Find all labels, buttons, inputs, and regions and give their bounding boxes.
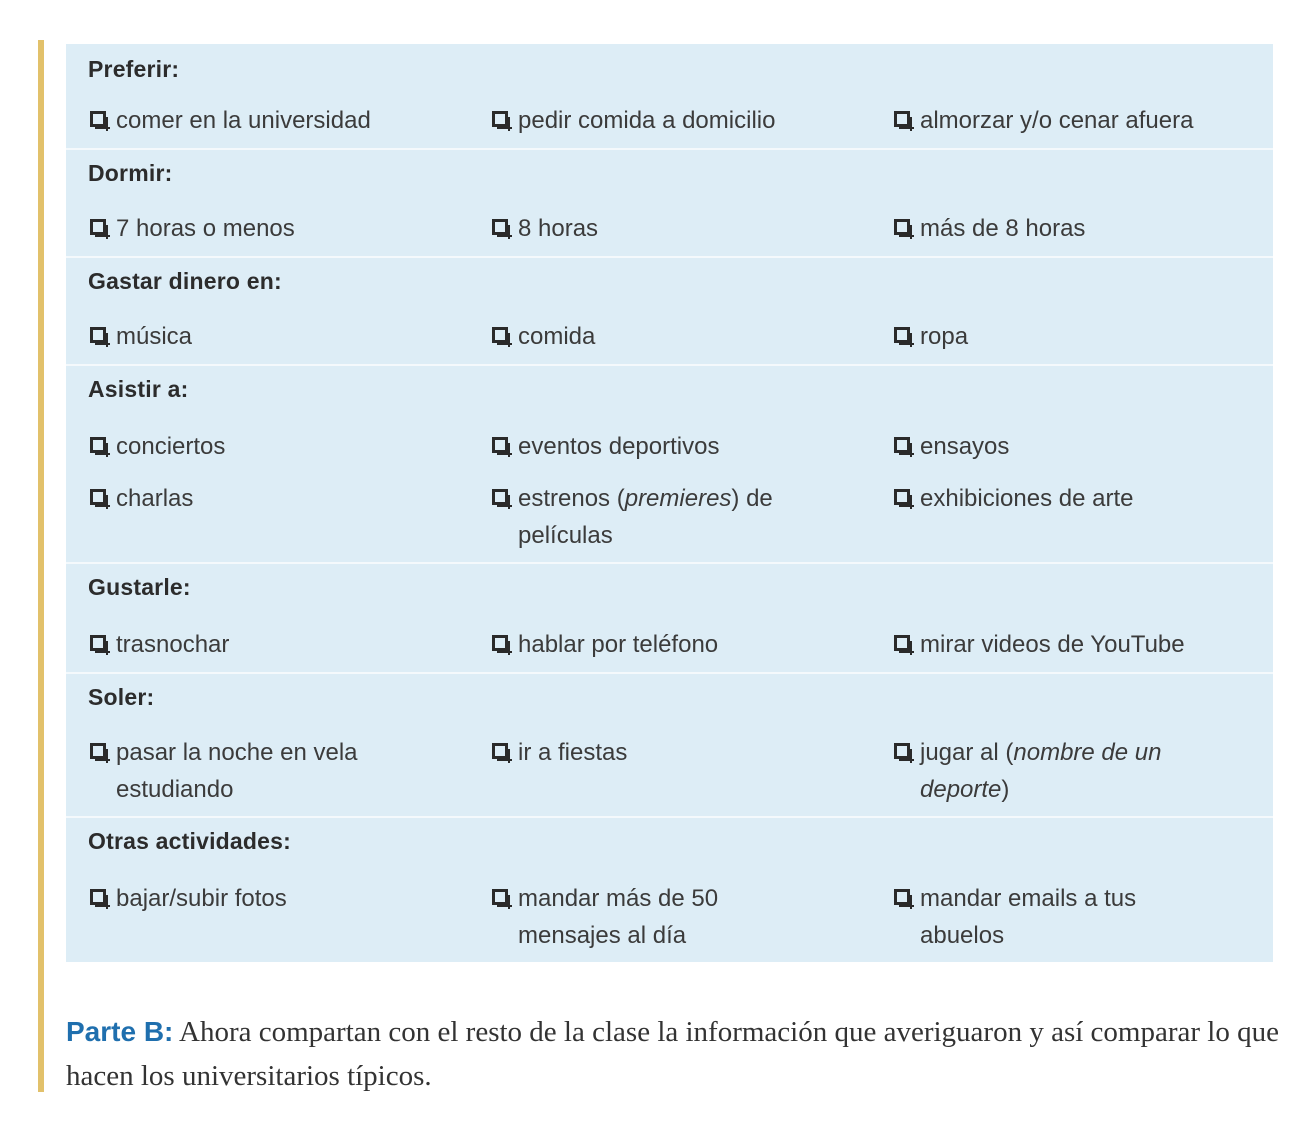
section-heading: Asistir a: (88, 376, 189, 402)
checkbox-option[interactable]: comer en la universidad (90, 102, 470, 139)
checkbox-icon[interactable] (894, 111, 910, 127)
checkbox-option[interactable]: 7 horas o menos (90, 210, 470, 247)
checkbox-option[interactable]: conciertos (90, 428, 470, 465)
checkbox-icon[interactable] (492, 327, 508, 343)
checkbox-icon[interactable] (90, 327, 106, 343)
checkbox-icon[interactable] (90, 437, 106, 453)
divider (66, 562, 1273, 564)
checkbox-option[interactable]: mandar emails a tus abuelos (894, 880, 1194, 954)
divider (66, 672, 1273, 674)
checkbox-option[interactable]: pasar la noche en vela estudiando (90, 734, 430, 808)
divider (66, 148, 1273, 150)
checkbox-icon[interactable] (894, 327, 910, 343)
checkbox-icon[interactable] (90, 111, 106, 127)
activity-checklist-panel (66, 44, 1273, 962)
divider (66, 816, 1273, 818)
part-b-text: Ahora compartan con el resto de la clase la información que averiguaron y así comparar lo que hacen los universitarios típicos. (66, 1016, 1279, 1092)
checkbox-option[interactable]: más de 8 horas (894, 210, 1264, 247)
checkbox-icon[interactable] (492, 437, 508, 453)
divider (66, 256, 1273, 258)
checkbox-icon[interactable] (894, 437, 910, 453)
checkbox-icon[interactable] (492, 489, 508, 505)
checkbox-option[interactable]: pedir comida a domicilio (492, 102, 852, 139)
checkbox-icon[interactable] (90, 219, 106, 235)
checkbox-icon[interactable] (90, 635, 106, 651)
checkbox-icon[interactable] (90, 743, 106, 759)
checkbox-option[interactable]: mirar videos de YouTube (894, 626, 1264, 663)
checkbox-icon[interactable] (492, 743, 508, 759)
checkbox-option[interactable]: almorzar y/o cenar afuera (894, 102, 1264, 139)
checkbox-option[interactable]: ropa (894, 318, 1264, 355)
section-heading: Gustarle: (88, 574, 191, 600)
checkbox-option[interactable]: música (90, 318, 470, 355)
checkbox-icon[interactable] (492, 635, 508, 651)
checkbox-icon[interactable] (894, 889, 910, 905)
divider (66, 364, 1273, 366)
checkbox-option[interactable]: trasnochar (90, 626, 470, 663)
checkbox-option[interactable]: eventos deportivos (492, 428, 852, 465)
checkbox-option[interactable]: comida (492, 318, 852, 355)
checkbox-option[interactable]: ir a fiestas (492, 734, 852, 771)
checkbox-option[interactable]: 8 horas (492, 210, 852, 247)
checkbox-option[interactable]: estrenos (premieres) de películas (492, 480, 822, 554)
section-heading: Soler: (88, 684, 155, 710)
checkbox-icon[interactable] (894, 635, 910, 651)
section-heading: Otras actividades: (88, 828, 292, 854)
section-heading: Dormir: (88, 160, 173, 186)
checkbox-option[interactable]: charlas (90, 480, 470, 517)
part-b-instructions (66, 1010, 1286, 1098)
checkbox-option[interactable]: hablar por teléfono (492, 626, 852, 663)
checkbox-icon[interactable] (894, 743, 910, 759)
checkbox-option[interactable]: exhibiciones de arte (894, 480, 1264, 517)
checkbox-icon[interactable] (492, 889, 508, 905)
checkbox-icon[interactable] (90, 889, 106, 905)
checkbox-option[interactable]: bajar/subir fotos (90, 880, 470, 917)
checkbox-option[interactable]: mandar más de 50 mensajes al día (492, 880, 792, 954)
accent-bar (38, 40, 44, 1092)
section-heading: Gastar dinero en: (88, 268, 282, 294)
checkbox-option[interactable]: ensayos (894, 428, 1264, 465)
part-b-label: Parte B: (66, 1016, 174, 1047)
checkbox-option[interactable]: jugar al (nombre de un deporte) (894, 734, 1224, 808)
checkbox-icon[interactable] (90, 489, 106, 505)
section-heading: Preferir: (88, 56, 180, 82)
checkbox-icon[interactable] (492, 111, 508, 127)
checkbox-icon[interactable] (492, 219, 508, 235)
checkbox-icon[interactable] (894, 219, 910, 235)
checkbox-icon[interactable] (894, 489, 910, 505)
